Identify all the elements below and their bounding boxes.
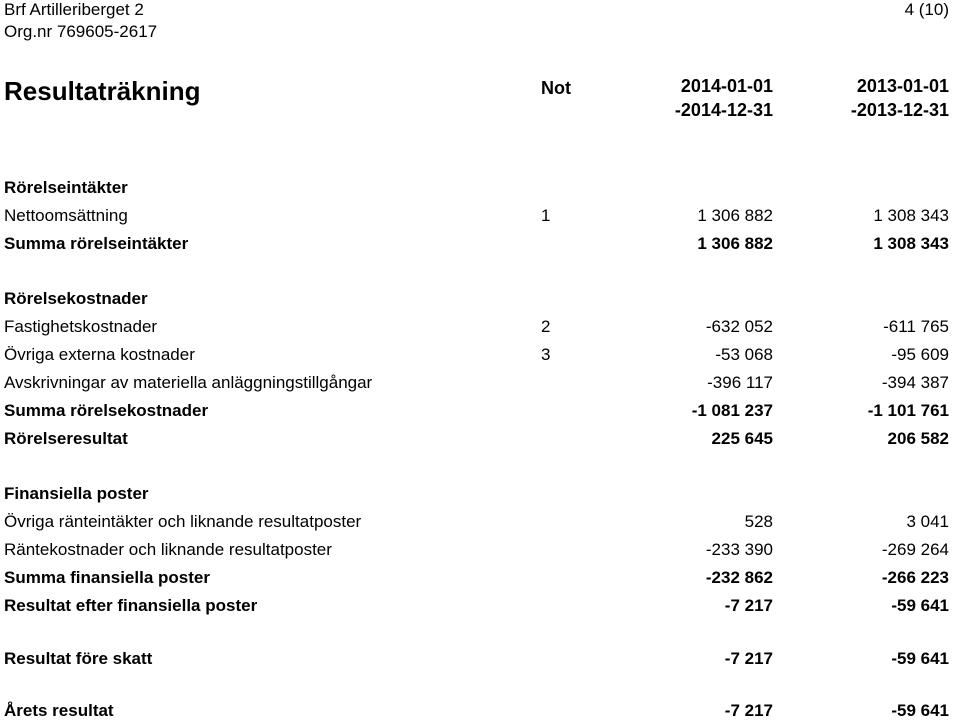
period-2013-end: -2013-12-31 xyxy=(850,100,949,120)
period-2014-start: 2014-01-01 xyxy=(680,76,773,96)
row-label: Fastighetskostnader xyxy=(4,317,158,336)
period-2014-end: -2014-12-31 xyxy=(674,100,773,120)
row-value-2014: -7 217 xyxy=(724,596,773,615)
row-value-2013: 206 582 xyxy=(887,429,949,448)
column-header-period-2013 xyxy=(749,74,949,122)
column-header-period-2014 xyxy=(573,74,773,122)
table-row xyxy=(0,508,960,536)
table-row xyxy=(0,397,960,425)
row-label: Summa rörelseintäkter xyxy=(4,234,189,253)
row-value-2013: 1 308 343 xyxy=(873,234,949,253)
table-row xyxy=(0,174,960,202)
period-2013-start: 2013-01-01 xyxy=(856,76,949,96)
row-value-2014: 1 306 882 xyxy=(697,234,773,253)
row-label: Övriga ränteintäkter och liknande resultatposter xyxy=(4,512,362,531)
table-row xyxy=(0,592,960,620)
row-value-2013: -394 387 xyxy=(881,373,949,392)
table-row xyxy=(0,536,960,564)
row-label: Övriga externa kostnader xyxy=(4,345,195,364)
column-header-not: Not xyxy=(541,78,571,98)
row-note: 3 xyxy=(541,345,551,364)
row-value-2013: -95 609 xyxy=(891,345,949,364)
row-value-2013: -59 641 xyxy=(891,596,949,615)
row-value-2013: -269 264 xyxy=(881,540,949,559)
row-value-2013: -611 765 xyxy=(883,317,949,336)
row-label: Årets resultat xyxy=(4,701,114,720)
table-row xyxy=(0,564,960,592)
row-value-2014: 225 645 xyxy=(711,429,773,448)
organization-number: Org.nr 769605-2617 xyxy=(4,22,158,41)
row-note: 1 xyxy=(541,206,551,225)
table-row xyxy=(0,230,960,258)
organization-name: Brf Artilleriberget 2 xyxy=(4,0,144,19)
row-label: Räntekostnader och liknande resultatposter xyxy=(4,540,332,559)
row-label: Rörelseresultat xyxy=(4,429,128,448)
row-value-2014: 1 306 882 xyxy=(697,206,773,225)
table-row xyxy=(0,645,960,673)
row-value-2014: -7 217 xyxy=(724,701,773,720)
row-value-2014: -396 117 xyxy=(707,373,773,392)
table-row xyxy=(0,313,960,341)
row-value-2014: -1 081 237 xyxy=(691,401,773,420)
row-label: Nettoomsättning xyxy=(4,206,128,225)
row-value-2014: 528 xyxy=(744,512,773,531)
row-value-2014: -232 862 xyxy=(705,568,773,587)
table-row xyxy=(0,480,960,508)
row-value-2014: -233 390 xyxy=(705,540,773,559)
row-label: Avskrivningar av materiella anläggningstillgångar xyxy=(4,373,373,392)
table-row xyxy=(0,425,960,453)
row-label: Summa rörelsekostnader xyxy=(4,401,209,420)
page-number: 4 (10) xyxy=(904,0,949,19)
row-value-2013: -266 223 xyxy=(881,568,949,587)
row-value-2013: -59 641 xyxy=(891,649,949,668)
row-value-2014: -632 052 xyxy=(705,317,773,336)
row-value-2013: -1 101 761 xyxy=(867,401,949,420)
row-label: Resultat efter finansiella poster xyxy=(4,596,258,615)
table-row xyxy=(0,369,960,397)
table-row xyxy=(0,341,960,369)
table-row xyxy=(0,697,960,725)
row-label: Finansiella poster xyxy=(4,484,149,503)
row-value-2013: -59 641 xyxy=(891,701,949,720)
row-value-2014: -53 068 xyxy=(715,345,773,364)
row-note: 2 xyxy=(541,317,551,336)
row-value-2014: -7 217 xyxy=(724,649,773,668)
row-value-2013: 3 041 xyxy=(906,512,949,531)
row-value-2013: 1 308 343 xyxy=(873,206,949,225)
row-label: Summa finansiella poster xyxy=(4,568,210,587)
table-row xyxy=(0,285,960,313)
table-row xyxy=(0,202,960,230)
row-label: Resultat före skatt xyxy=(4,649,153,668)
row-label: Rörelseintäkter xyxy=(4,178,128,197)
page-title: Resultaträkning xyxy=(4,76,201,106)
row-label: Rörelsekostnader xyxy=(4,289,148,308)
